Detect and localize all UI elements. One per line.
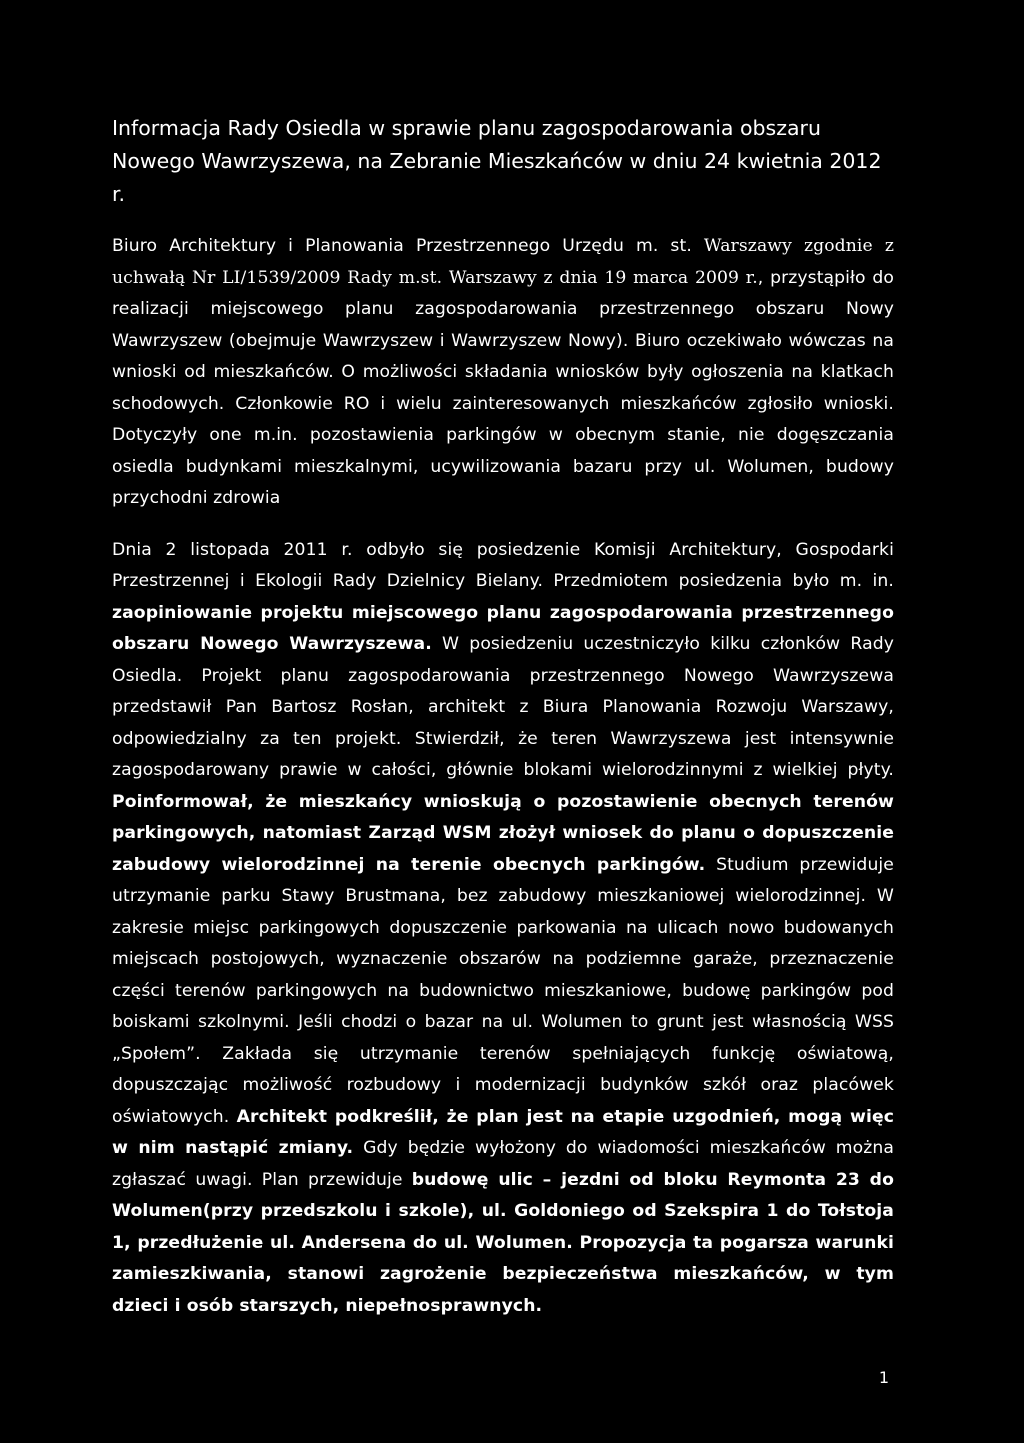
page-number: 1	[878, 1368, 889, 1387]
paragraph-2-bold-1: zaopiniowanie projektu miejscowego planu zagospodarowania przestrzennego obszaru Nowego Wawrzyszewa.	[112, 602, 894, 654]
paragraph-1-text-b: , przystąpiło do realizacji miejscowego planu zagospodarowania przestrzennego obszaru Nowy Wawrzyszew (obejmuje Wawrzyszew i Wawrzyszew Nowy). Biuro oczekiwało wówczas na wnioski od mieszkańców. O możliwości składania wniosków były ogłoszenia na klatkach schodowych. Członkowie RO i wielu zainteresowanych mieszkańców zgłosiło wnioski. Dotyczyły one m.in. pozostawienia parkingów w obecnym stanie, nie dogęszczania osiedla budynkami mieszkalnymi, ucywilizowania bazaru przy ul. Wolumen, budowy przychodni zdrowia	[112, 267, 894, 508]
paragraph-1-text-resolution: Warszawy zgodnie z uchwałą Nr LI/1539/2009 Rady m.st. Warszawy z dnia 19 marca 2009 r.	[112, 236, 894, 288]
paragraph-2-bold-2: Poinformował, że mieszkańcy wnioskują o pozostawienie obecnych terenów parkingowych, natomiast Zarząd WSM złożył wniosek do planu o dopuszczenie zabudowy wielorodzinnej na terenie obecnych parkingów.	[112, 791, 894, 875]
paragraph-planning-history	[112, 231, 894, 515]
paragraph-2-text-3: Studium przewiduje utrzymanie parku Stawy Brustmana, bez zabudowy mieszkaniowej wielorodzinnej. W zakresie miejsc parkingowych dopuszczenie parkowania na ulicach nowo budowanych miejscach postojowych, wyznaczenie obszarów na podziemne garaże, przeznaczenie części terenów parkingowych na budownictwo mieszkaniowe, budowę parkingów pod boiskami szkolnymi. Jeśli chodzi o bazar na ul. Wolumen to grunt jest własnością WSS „Społem”. Zakłada się utrzymanie terenów spełniających funkcję oświatową, dopuszczając możliwość rozbudowy i modernizacji budynków szkół oraz placówek oświatowych.	[112, 854, 894, 1127]
paragraph-2-bold-3: Architekt podkreślił, że plan jest na etapie uzgodnień, mogą więc w nim nastąpić zmiany.	[112, 1106, 894, 1158]
document-title: Informacja Rady Osiedla w sprawie planu zagospodarowania obszaru Nowego Wawrzyszewa, na Zebranie Mieszkańców w dniu 24 kwietnia 2012 r.	[112, 116, 882, 206]
paragraph-2-text-1: Dnia 2 listopada 2011 r. odbyło się posiedzenie Komisji Architektury, Gospodarki Przestrzennej i Ekologii Rady Dzielnicy Bielany. Przedmiotem posiedzenia było m. in.	[112, 539, 894, 591]
paragraph-1-text-a: Biuro Architektury i Planowania Przestrzennego Urzędu m. st.	[112, 236, 692, 256]
paragraph-2-bold-4: budowę ulic – jezdni od bloku Reymonta 23 do Wolumen(przy przedszkolu i szkole), ul. Goldoniego od Szekspira 1 do Tołstoja 1, przedłużenie ul. Andersena do ul. Wolumen. Propozycja ta pogarsza warunki zamieszkiwania, stanowi zagrożenie bezpieczeństwa mieszkańców, w tym dzieci i osób starszych, niepełnosprawnych.	[112, 1169, 894, 1316]
document-page	[112, 112, 894, 1322]
paragraph-commission-meeting	[112, 535, 894, 1323]
paragraph-2-text-2: W posiedzeniu uczestniczyło kilku członków Rady Osiedla. Projekt planu zagospodarowania przestrzennego Nowego Wawrzyszewa przedstawił Pan Bartosz Rosłan, architekt z Biura Planowania Rozwoju Warszawy, odpowiedzialny za ten projekt. Stwierdził, że teren Wawrzyszewa jest intensywnie zagospodarowany prawie w całości, głównie blokami wielorodzinnymi z wielkiej płyty.	[112, 634, 894, 780]
paragraph-2-text-4: Gdy będzie wyłożony do wiadomości mieszkańców można zgłaszać uwagi. Plan przewiduje	[112, 1138, 894, 1190]
